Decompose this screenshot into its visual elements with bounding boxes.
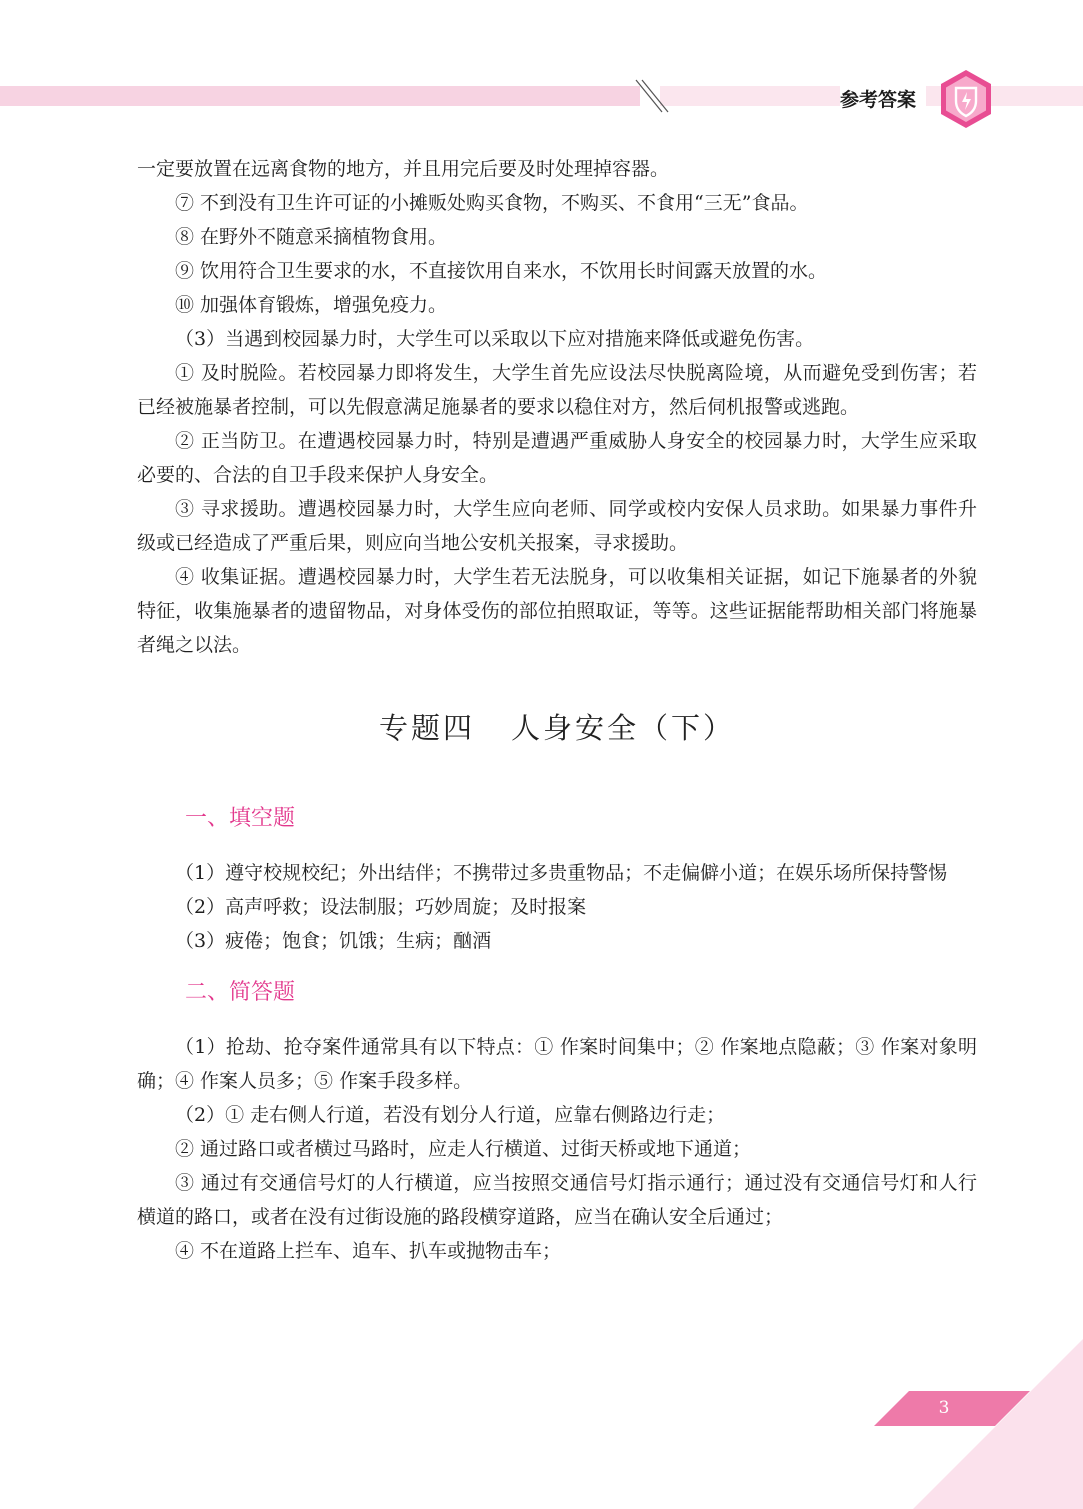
paragraph: ③ 寻求援助。遭遇校园暴力时，大学生应向老师、同学或校内安保人员求助。如果暴力事件升级或已经造成了严重后果，则应向当地公安机关报案，寻求援助。: [137, 498, 977, 554]
paragraph: ⑦ 不到没有卫生许可证的小摊贩处购买食物，不购买、不食用“三无”食品。: [175, 192, 809, 214]
paragraph: ⑨ 饮用符合卫生要求的水，不直接饮用自来水，不饮用长时间露天放置的水。: [175, 260, 828, 282]
page-number: 3: [938, 1398, 950, 1418]
shield-logo-icon: [938, 68, 994, 130]
header-label: 参考答案: [840, 86, 926, 114]
answer-item: ③ 通过有交通信号灯的人行横道，应当按照交通信号灯指示通行；通过没有交通信号灯和人行横道的路口，或者在没有过街设施的路段横穿道路，应当在确认安全后通过；: [137, 1172, 977, 1228]
paragraph: ② 正当防卫。在遭遇校园暴力时，特别是遭遇严重威胁人身安全的校园暴力时，大学生应采取必要的、合法的自卫手段来保护人身安全。: [137, 430, 977, 486]
answer-item: （3）疲倦；饱食；饥饿；生病；酗酒: [175, 930, 492, 952]
section-title-left: 专题四: [378, 711, 475, 745]
paragraph: ⑧ 在野外不随意采摘植物食用。: [175, 226, 448, 248]
answer-item: （1）抢劫、抢夺案件通常具有以下特点：① 作案时间集中；② 作案地点隐蔽；③ 作案对象明确；④ 作案人员多；⑤ 作案手段多样。: [137, 1036, 977, 1092]
fill-blank-heading: 一、填空题: [185, 806, 296, 831]
header-slash-decoration: [632, 76, 672, 116]
header-band: [0, 86, 640, 106]
answer-item: ④ 不在道路上拦车、追车、扒车或抛物击车；: [175, 1240, 562, 1262]
short-answer-heading: 二、简答题: [185, 980, 296, 1005]
answer-item: （1）遵守校规校纪；外出结伴；不携带过多贵重物品；不走偏僻小道；在娱乐场所保持警惕: [175, 862, 948, 884]
paragraph: 一定要放置在远离食物的地方，并且用完后要及时处理掉容器。: [137, 158, 670, 180]
answer-item: （2）高声呼救；设法制服；巧妙周旋；及时报案: [175, 896, 587, 918]
paragraph: ⑩ 加强体育锻炼，增强免疫力。: [175, 294, 448, 316]
section-title-right: 人身安全（下）: [511, 711, 736, 745]
answer-item: ② 通过路口或者横过马路时，应走人行横道、过街天桥或地下通道；: [175, 1138, 752, 1160]
section-title: [137, 708, 977, 748]
answer-item: （2）① 走右侧人行道，若没有划分人行道，应靠右侧路边行走；: [175, 1104, 726, 1126]
page-content: [137, 152, 977, 1268]
paragraph: ① 及时脱险。若校园暴力即将发生，大学生首先应设法尽快脱离险境，从而避免受到伤害；若已经被施暴者控制，可以先假意满足施暴者的要求以稳住对方，然后伺机报警或逃跑。: [137, 362, 977, 418]
paragraph: ④ 收集证据。遭遇校园暴力时，大学生若无法脱身，可以收集相关证据，如记下施暴者的外貌特征，收集施暴者的遗留物品，对身体受伤的部位拍照取证，等等。这些证据能帮助相关部门将施暴者绳之以法。: [137, 566, 977, 656]
paragraph: （3）当遇到校园暴力时，大学生可以采取以下应对措施来降低或避免伤害。: [175, 328, 815, 350]
